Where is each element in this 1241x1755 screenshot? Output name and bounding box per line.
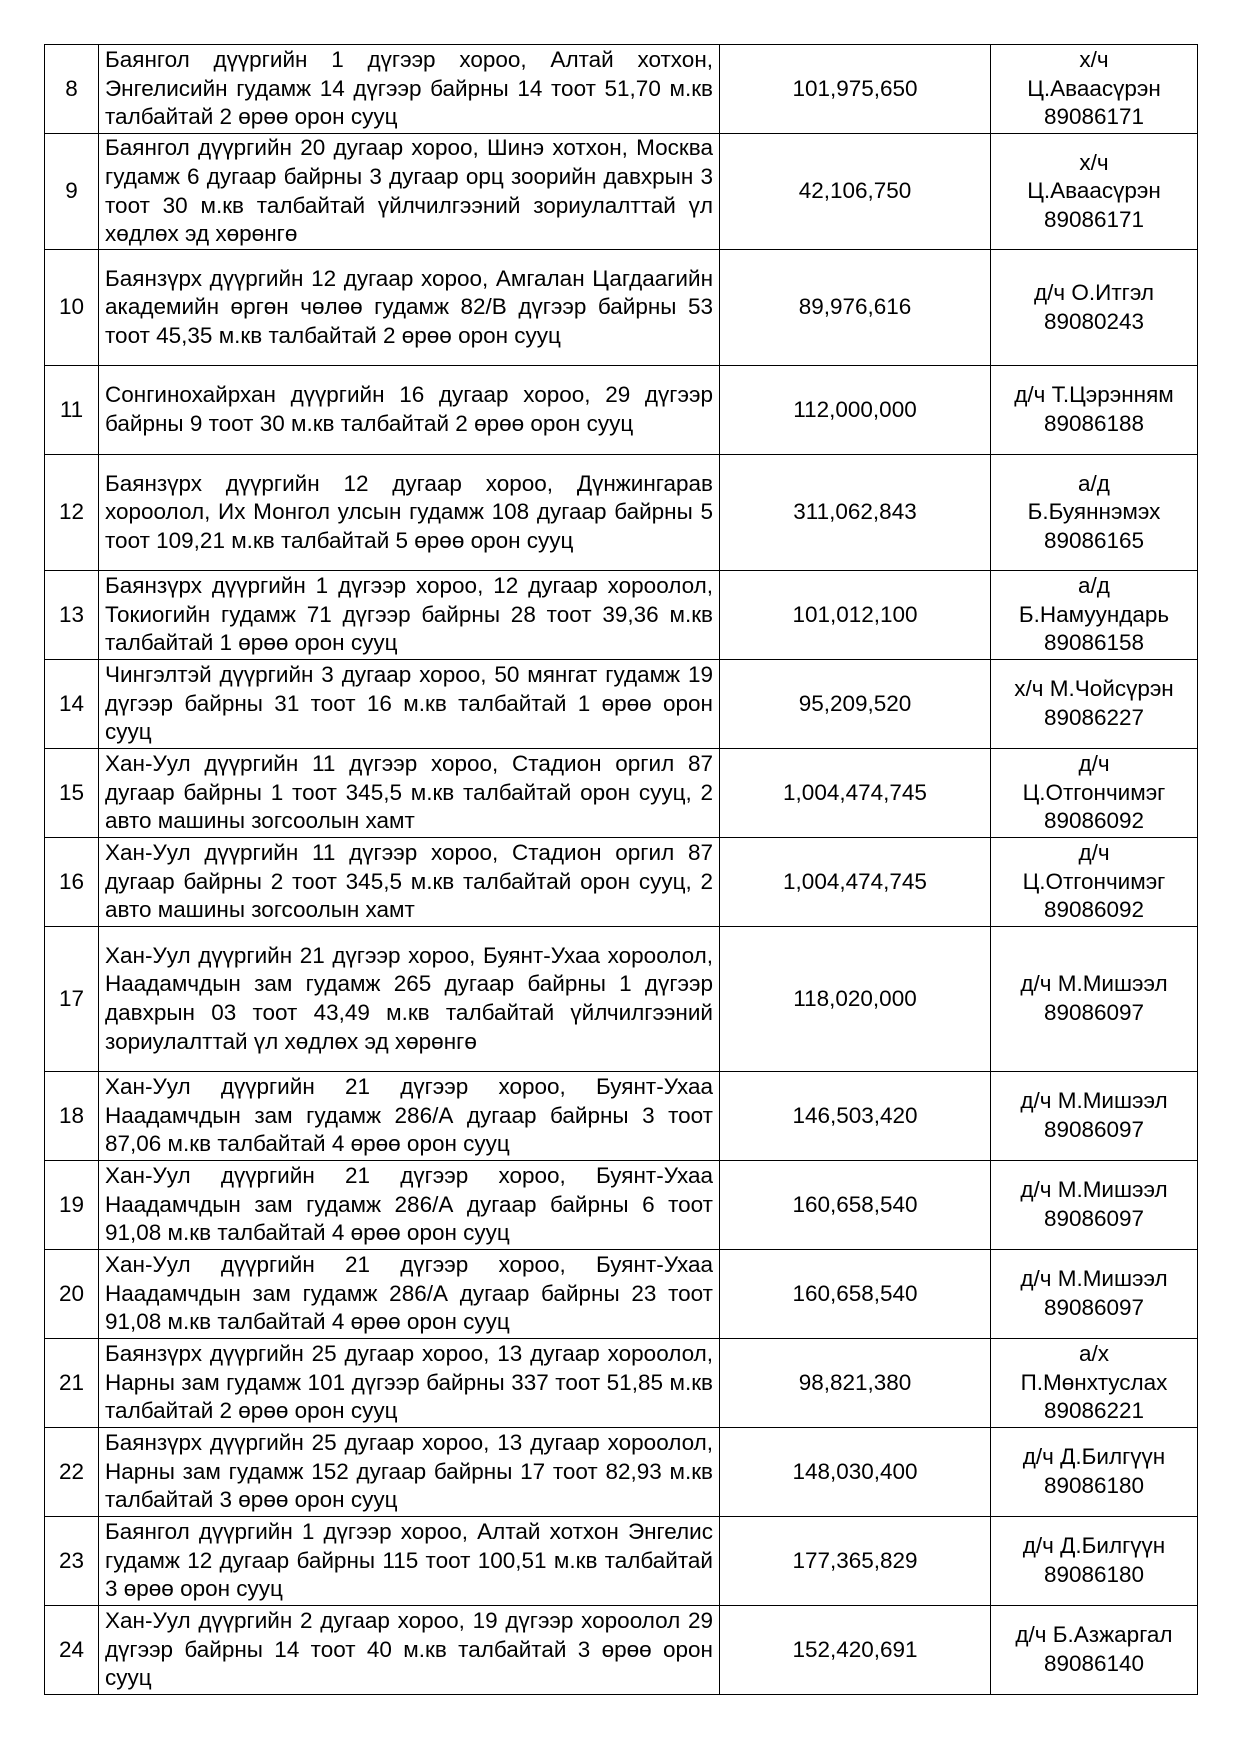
table-row — [45, 660, 1198, 749]
property-price: 1,004,474,745 — [720, 838, 991, 927]
property-listing-table — [44, 44, 1198, 1695]
row-number: 21 — [45, 1339, 99, 1428]
property-description: Баянзүрх дүүргийн 12 дугаар хороо, Дүнжингарав хороолол, Их Монгол улсын гудамж 108 дугаар байрны 5 тоот 109,21 м.кв талбайтай 5 өрөө орон сууц — [99, 455, 720, 571]
row-number: 11 — [45, 366, 99, 455]
agent-contact: х/ч М.Чойсүрэн 89086227 — [991, 660, 1198, 749]
row-number: 18 — [45, 1072, 99, 1161]
table-row — [45, 45, 1198, 134]
agent-contact: а/х П.Мөнхтуслах 89086221 — [991, 1339, 1198, 1428]
table-row — [45, 838, 1198, 927]
property-description: Хан-Уул дүүргийн 11 дүгээр хороо, Стадион оргил 87 дугаар байрны 2 тоот 345,5 м.кв талбайтай орон сууц, 2 авто машины зогсоолын хамт — [99, 838, 720, 927]
row-number: 10 — [45, 250, 99, 366]
table-row — [45, 1250, 1198, 1339]
agent-contact: д/ч Т.Цэрэнням 89086188 — [991, 366, 1198, 455]
agent-contact: д/ч Д.Билгүүн 89086180 — [991, 1517, 1198, 1606]
agent-contact: д/ч М.Мишээл 89086097 — [991, 1072, 1198, 1161]
property-description: Чингэлтэй дүүргийн 3 дугаар хороо, 50 мянгат гудамж 19 дүгээр байрны 31 тоот 16 м.кв талбайтай 1 өрөө орон сууц — [99, 660, 720, 749]
row-number: 23 — [45, 1517, 99, 1606]
property-description: Баянгол дүүргийн 1 дүгээр хороо, Алтай хотхон Энгелис гудамж 12 дугаар байрны 115 тоот 100,51 м.кв талбайтай 3 өрөө орон сууц — [99, 1517, 720, 1606]
table-row — [45, 1161, 1198, 1250]
table-row — [45, 1517, 1198, 1606]
agent-contact: д/ч Ц.Отгончимэг 89086092 — [991, 838, 1198, 927]
row-number: 17 — [45, 927, 99, 1072]
table-row — [45, 927, 1198, 1072]
property-description: Баянзүрх дүүргийн 1 дүгээр хороо, 12 дугаар хороолол, Токиогийн гудамж 71 дүгээр байрны 28 тоот 39,36 м.кв талбайтай 1 өрөө орон сууц — [99, 571, 720, 660]
property-price: 146,503,420 — [720, 1072, 991, 1161]
agent-contact: д/ч Ц.Отгончимэг 89086092 — [991, 749, 1198, 838]
agent-contact: д/ч М.Мишээл 89086097 — [991, 1161, 1198, 1250]
property-price: 177,365,829 — [720, 1517, 991, 1606]
table-row — [45, 1606, 1198, 1695]
property-description: Баянзүрх дүүргийн 12 дугаар хороо, Амгалан Цагдаагийн академийн өргөн чөлөө гудамж 82/В дүгээр байрны 53 тоот 45,35 м.кв талбайтай 2 өрөө орон сууц — [99, 250, 720, 366]
agent-contact: д/ч О.Итгэл 89080243 — [991, 250, 1198, 366]
table-row — [45, 1428, 1198, 1517]
property-price: 101,975,650 — [720, 45, 991, 134]
property-description: Баянзүрх дүүргийн 25 дугаар хороо, 13 дугаар хороолол, Нарны зам гудамж 101 дүгээр байрны 337 тоот 51,85 м.кв талбайтай 2 өрөө орон сууц — [99, 1339, 720, 1428]
table-row — [45, 366, 1198, 455]
agent-contact: х/ч Ц.Аваасүрэн 89086171 — [991, 45, 1198, 134]
row-number: 8 — [45, 45, 99, 134]
table-row — [45, 1072, 1198, 1161]
property-price: 95,209,520 — [720, 660, 991, 749]
property-description: Хан-Уул дүүргийн 2 дугаар хороо, 19 дүгээр хороолол 29 дүгээр байрны 14 тоот 40 м.кв талбайтай 3 өрөө орон сууц — [99, 1606, 720, 1695]
agent-contact: д/ч Б.Азжаргал 89086140 — [991, 1606, 1198, 1695]
row-number: 16 — [45, 838, 99, 927]
property-price: 1,004,474,745 — [720, 749, 991, 838]
row-number: 9 — [45, 134, 99, 250]
property-description: Баянгол дүүргийн 1 дүгээр хороо, Алтай хотхон, Энгелисийн гудамж 14 дүгээр байрны 14 тоот 51,70 м.кв талбайтай 2 өрөө орон сууц — [99, 45, 720, 134]
row-number: 14 — [45, 660, 99, 749]
property-price: 101,012,100 — [720, 571, 991, 660]
agent-contact: д/ч М.Мишээл 89086097 — [991, 1250, 1198, 1339]
property-price: 160,658,540 — [720, 1250, 991, 1339]
agent-contact: а/д Б.Намуундарь 89086158 — [991, 571, 1198, 660]
listing-body — [45, 45, 1198, 1695]
property-price: 118,020,000 — [720, 927, 991, 1072]
property-description: Баянзүрх дүүргийн 25 дугаар хороо, 13 дугаар хороолол, Нарны зам гудамж 152 дугаар байрны 17 тоот 82,93 м.кв талбайтай 3 өрөө орон сууц — [99, 1428, 720, 1517]
table-row — [45, 571, 1198, 660]
table-row — [45, 1339, 1198, 1428]
property-description: Хан-Уул дүүргийн 21 дүгээр хороо, Буянт-Ухаа Наадамчдын зам гудамж 286/А дугаар байрны 6 тоот 91,08 м.кв талбайтай 4 өрөө орон сууц — [99, 1161, 720, 1250]
property-price: 112,000,000 — [720, 366, 991, 455]
property-description: Хан-Уул дүүргийн 21 дүгээр хороо, Буянт-Ухаа Наадамчдын зам гудамж 286/А дугаар байрны 3 тоот 87,06 м.кв талбайтай 4 өрөө орон сууц — [99, 1072, 720, 1161]
property-price: 89,976,616 — [720, 250, 991, 366]
property-price: 148,030,400 — [720, 1428, 991, 1517]
table-row — [45, 455, 1198, 571]
property-price: 152,420,691 — [720, 1606, 991, 1695]
agent-contact: а/д Б.Буяннэмэх 89086165 — [991, 455, 1198, 571]
table-row — [45, 250, 1198, 366]
row-number: 13 — [45, 571, 99, 660]
property-description: Сонгинохайрхан дүүргийн 16 дугаар хороо, 29 дүгээр байрны 9 тоот 30 м.кв талбайтай 2 өрөө орон сууц — [99, 366, 720, 455]
property-price: 98,821,380 — [720, 1339, 991, 1428]
property-description: Хан-Уул дүүргийн 11 дүгээр хороо, Стадион оргил 87 дугаар байрны 1 тоот 345,5 м.кв талбайтай орон сууц, 2 авто машины зогсоолын хамт — [99, 749, 720, 838]
property-description: Баянгол дүүргийн 20 дугаар хороо, Шинэ хотхон, Москва гудамж 6 дугаар байрны 3 дугаар орц зоорийн давхрын 3 тоот 30 м.кв талбайтай үйлчилгээний зориулалттай үл хөдлөх эд хөрөнгө — [99, 134, 720, 250]
row-number: 22 — [45, 1428, 99, 1517]
table-row — [45, 749, 1198, 838]
row-number: 20 — [45, 1250, 99, 1339]
table-row — [45, 134, 1198, 250]
property-description: Хан-Уул дүүргийн 21 дүгээр хороо, Буянт-Ухаа хороолол, Наадамчдын зам гудамж 265 дугаар байрны 1 дүгээр давхрын 03 тоот 43,49 м.кв талбайтай үйлчилгээний зориулалттай үл хөдлөх эд хөрөнгө — [99, 927, 720, 1072]
property-description: Хан-Уул дүүргийн 21 дүгээр хороо, Буянт-Ухаа Наадамчдын зам гудамж 286/А дугаар байрны 23 тоот 91,08 м.кв талбайтай 4 өрөө орон сууц — [99, 1250, 720, 1339]
row-number: 19 — [45, 1161, 99, 1250]
row-number: 12 — [45, 455, 99, 571]
property-price: 160,658,540 — [720, 1161, 991, 1250]
property-price: 42,106,750 — [720, 134, 991, 250]
agent-contact: х/ч Ц.Аваасүрэн 89086171 — [991, 134, 1198, 250]
agent-contact: д/ч Д.Билгүүн 89086180 — [991, 1428, 1198, 1517]
agent-contact: д/ч М.Мишээл 89086097 — [991, 927, 1198, 1072]
row-number: 24 — [45, 1606, 99, 1695]
row-number: 15 — [45, 749, 99, 838]
property-price: 311,062,843 — [720, 455, 991, 571]
